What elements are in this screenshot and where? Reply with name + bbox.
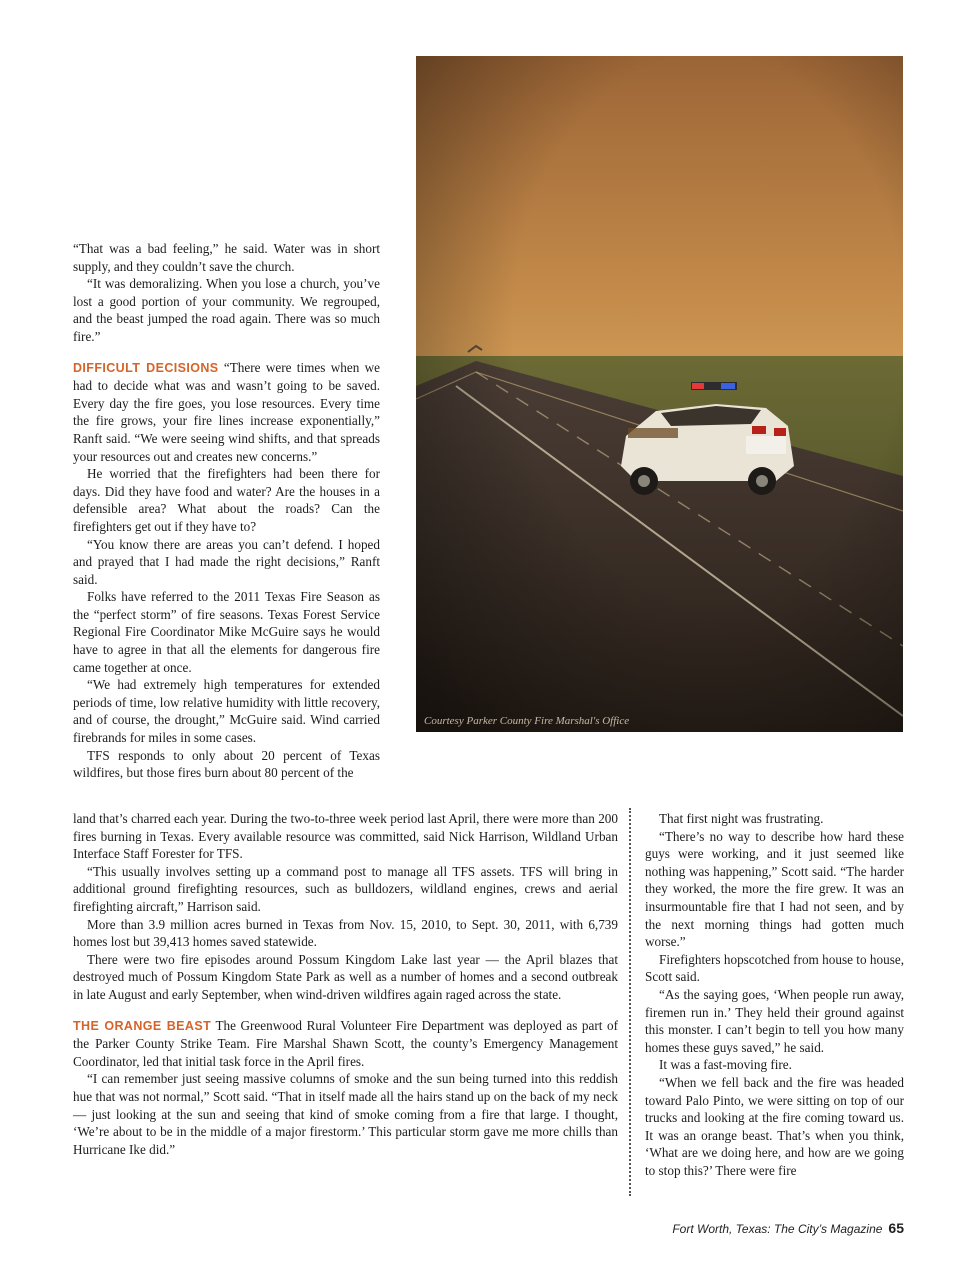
paragraph: “You know there are areas you can’t defend. I hoped and prayed that I had made the right decisions,” Ranft said. xyxy=(73,536,380,587)
paragraph: “As the saying goes, ‘When people run away, firemen run in.’ They held their ground against this monster. I can’t begin to tell you how many homes these guys saved,” he said. xyxy=(645,986,904,1055)
paragraph: Folks have referred to the 2011 Texas Fire Season as the “perfect storm” of fire seasons. Texas Forest Service Regional Fire Coordinator Mike McGuire says he would have to agree in that all the elements for dangerous fire came together at once. xyxy=(73,589,380,675)
section-orange-beast xyxy=(73,1017,618,1071)
paragraph: That first night was frustrating. xyxy=(659,811,824,826)
paragraph: “I can remember just seeing massive columns of smoke and the sun being turned into this reddish hue that was not normal,” Scott said. “That in itself made all the hairs stand up on the back of my neck — just looking at the sun and seeing that kind of smoke coming from a fire that large. I thought, ‘We’re about to be in the middle of a major firestorm.’ This particular storm gave me more chills than Hurricane Ike did.” xyxy=(73,1071,618,1157)
page-number: 65 xyxy=(888,1220,904,1236)
police-car-photo xyxy=(416,56,903,732)
paragraph: The Greenwood Rural Volunteer Fire Department was deployed as part of the Parker County Strike Team. Fire Marshal Shawn Scott, the county’s Emergency Management Coordinator, led that initial task force in the April fires. xyxy=(73,1017,618,1069)
article-column-wide xyxy=(73,810,618,1158)
paragraph: land that’s charred each year. During the two-to-three week period last April, there were more than 200 fires burning in Texas. Every available resource was committed, said Nick Harrison, Wildland Urban Interface Staff Forester for TFS. xyxy=(73,811,618,862)
paragraph: It was a fast-moving fire. xyxy=(659,1057,792,1073)
paragraph: He worried that the firefighters had been there for days. Did they have food and water? Are the houses in a defensible area? What about the roads? Can the firefighters get out if they have to? xyxy=(73,466,380,534)
page-footer xyxy=(672,1220,904,1236)
paragraph: “There’s no way to describe how hard these guys were working, and it just seemed like nothing was happening,” Scott said. “The harder they worked, the more the fire grew. It was an insurmountable fire that I had not seen, and by the next morning things had gotten much worse.” xyxy=(645,828,904,950)
article-column-right xyxy=(645,810,904,1179)
paragraph: TFS responds to only about 20 percent of Texas wildfires, but those fires burn about 80 percent of the xyxy=(73,747,380,781)
paragraph: “When we fell back and the fire was headed toward Palo Pinto, we were sitting on top of our trucks and looking at the fire coming toward us. It was an orange beast. That’s when you think, ‘What are we doing here, and how are we going to stop this?’ There were fire xyxy=(645,1074,904,1178)
paragraph: “There were times when we had to decide what was and wasn’t going to be saved. Every day the fire goes, you lose resources. Every time the fire grows, your fire lines increase exponentially,” Ranft said. “We were seeing wind shifts, and that spreads your resources out and creates new concerns.” xyxy=(73,359,381,464)
paragraph: More than 3.9 million acres burned in Texas from Nov. 15, 2010, to Sept. 30, 2011, with 6,739 homes lost but 39,413 homes saved statewide. xyxy=(73,916,618,950)
photo-illustration xyxy=(416,56,903,732)
section-heading: DIFFICULT DECISIONS xyxy=(73,360,219,375)
paragraph: There were two fire episodes around Possum Kingdom Lake last year — the April blazes that destroyed much of Possum Kingdom State Park as well as a number of homes and a second outbreak in late August and early September, when wind-driven wildfires again raged across the state. xyxy=(73,951,618,1002)
paragraph: “That was a bad feeling,” he said. Water was in short supply, and they couldn’t save the church. xyxy=(73,241,380,274)
paragraph: Firefighters hopscotched from house to house, Scott said. xyxy=(645,951,904,985)
section-heading: THE ORANGE BEAST xyxy=(73,1018,212,1033)
column-divider xyxy=(629,808,631,1196)
article-column-left xyxy=(73,240,380,782)
photo-credit: Courtesy Parker County Fire Marshal's Office xyxy=(424,715,630,727)
paragraph: “This usually involves setting up a command post to manage all TFS assets. TFS will bring in additional ground firefighting resources, such as bulldozers, wildland engines, crews and aerial firefighting aircraft,” Harrison said. xyxy=(73,863,618,914)
publication-name: Fort Worth, Texas: The City’s Magazine xyxy=(672,1222,883,1236)
paragraph: “It was demoralizing. When you lose a church, you’ve lost a good portion of your community. We regrouped, and the beast jumped the road again. There was so much fire.” xyxy=(73,276,380,344)
section-difficult-decisions xyxy=(73,359,380,466)
paragraph: “We had extremely high temperatures for extended periods of time, low relative humidity with little recovery, and of course, the drought,” McGuire said. Wind carried firebrands for miles in some cases. xyxy=(73,677,380,746)
